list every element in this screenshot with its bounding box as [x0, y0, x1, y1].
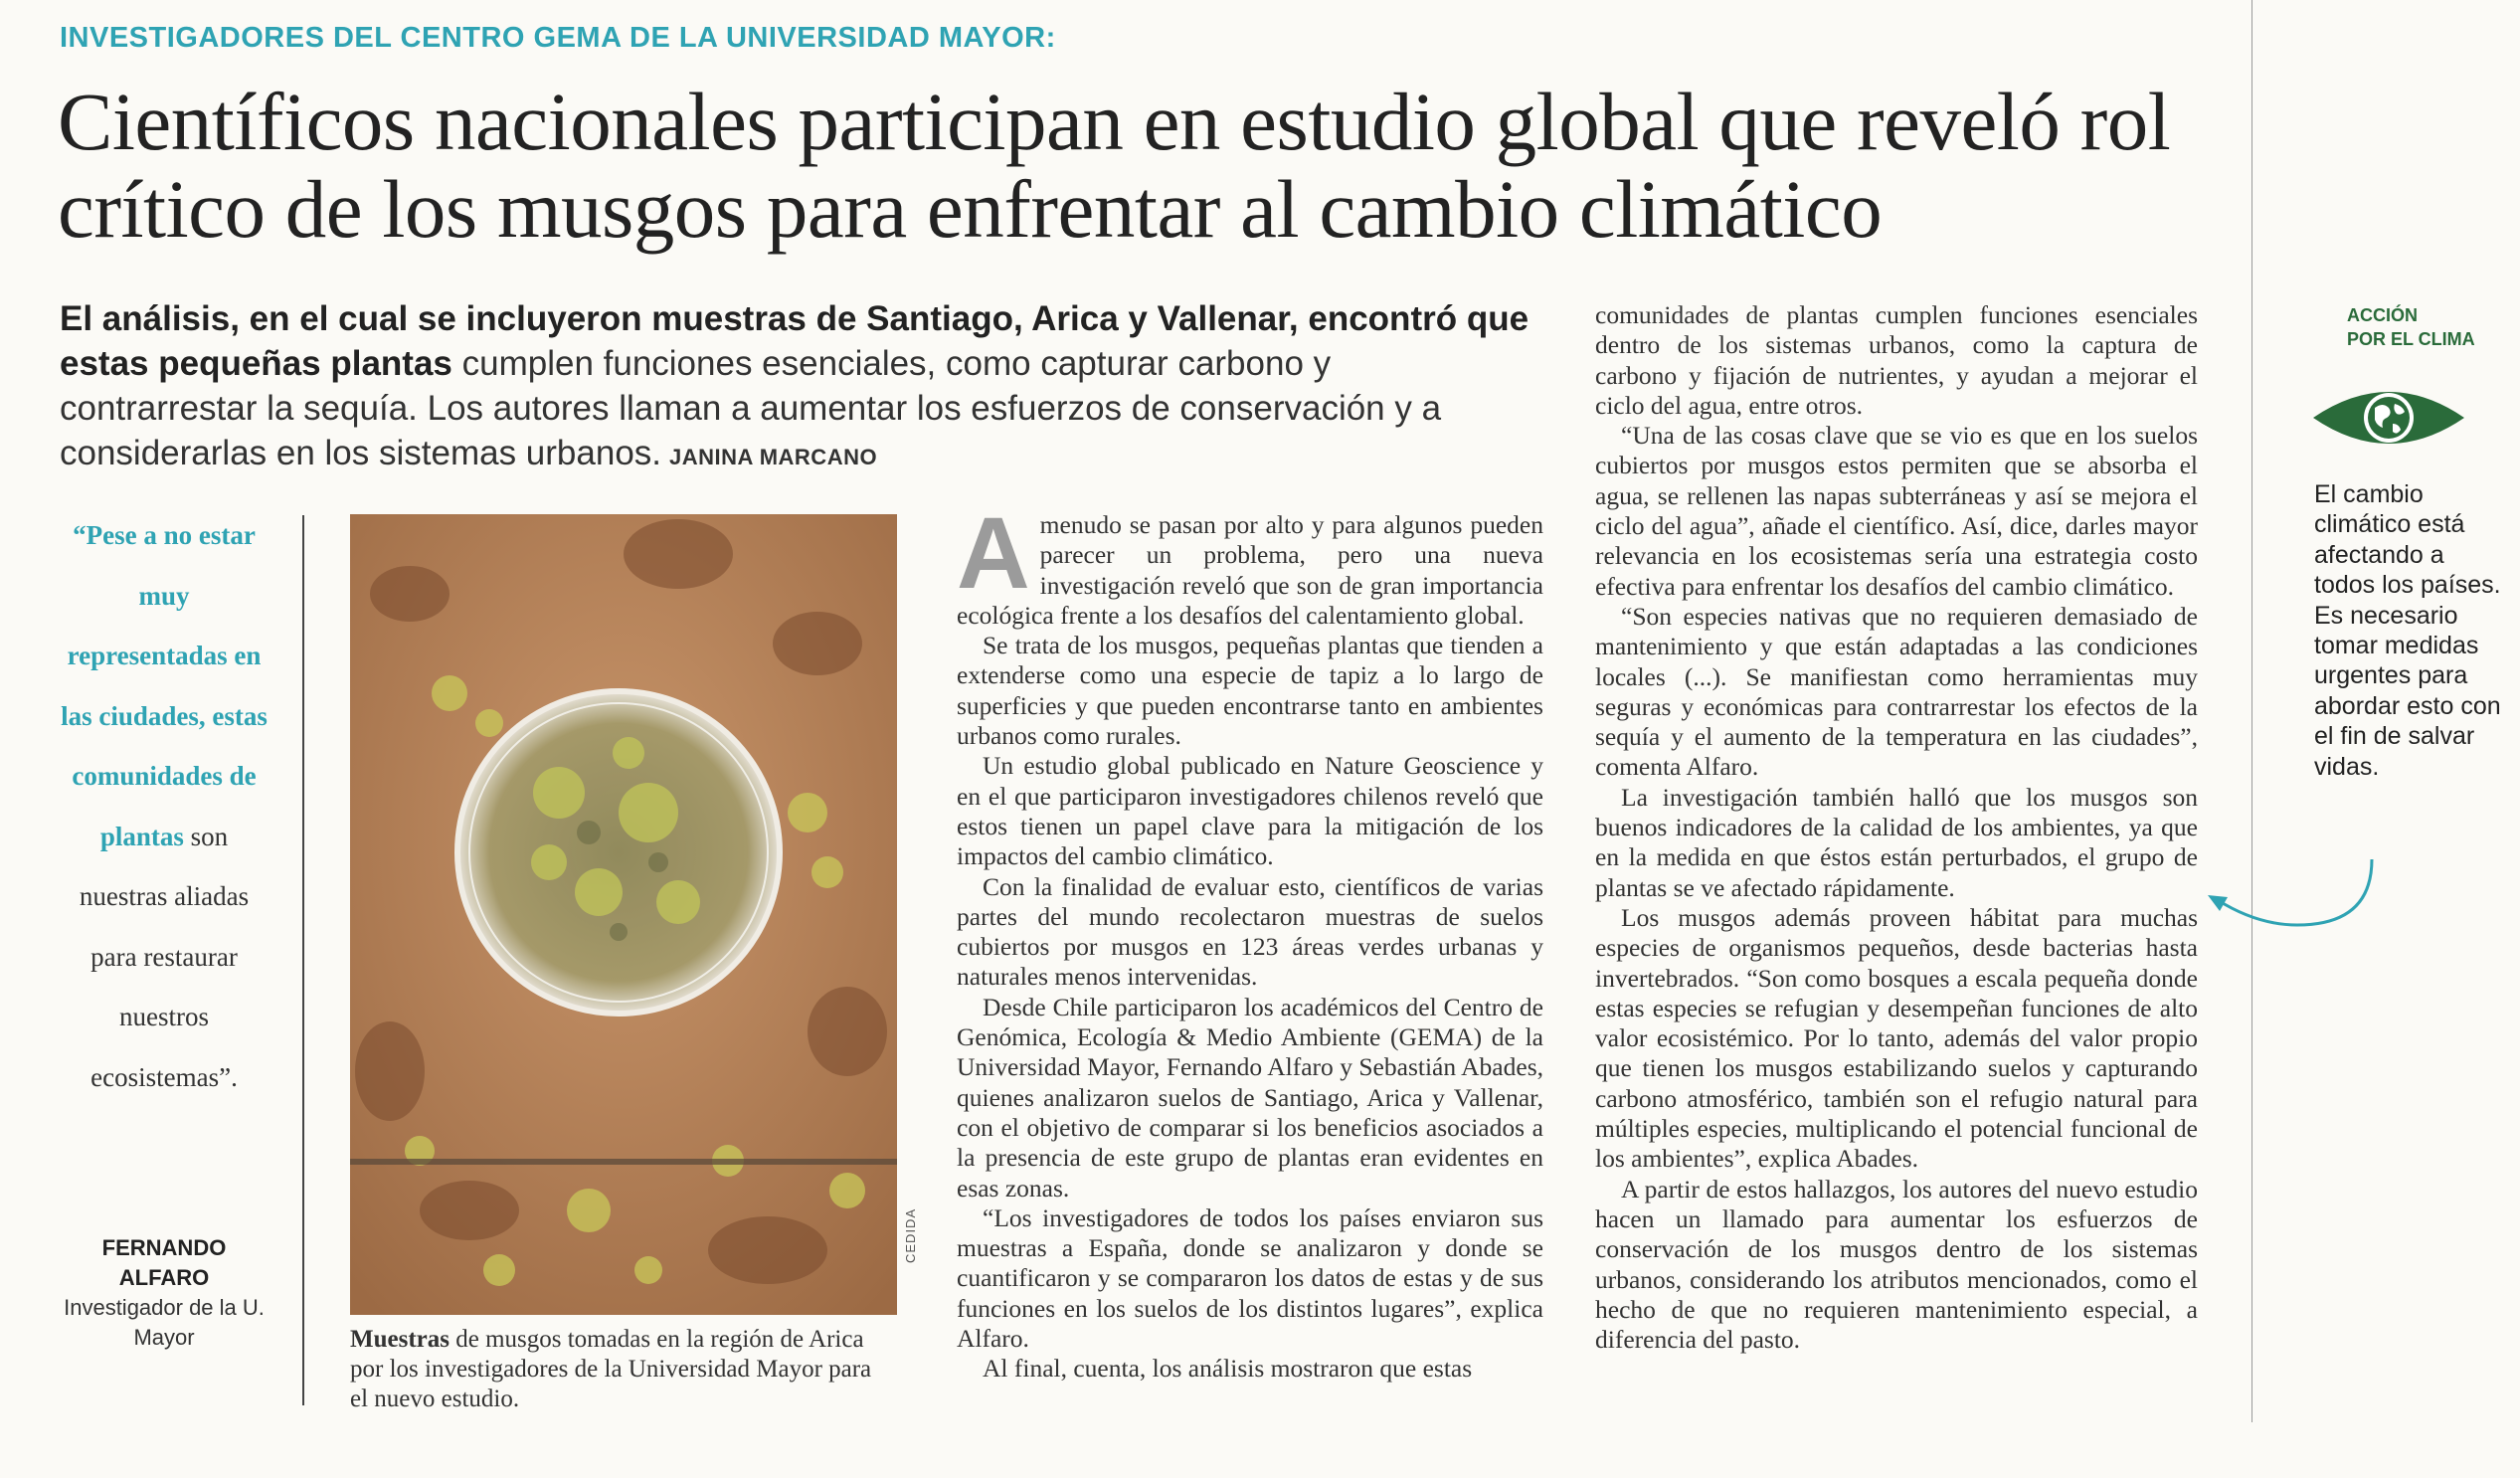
- paragraph: A partir de estos hallazgos, los autores del nuevo estudio hacen un llamado para aumentar los esfuerzos de conservación de los musgos dentro de los sistemas urbanos, considerando los atributos mencionados, como el hecho de que no requieren mantenimiento especial, a diferencia del pasto.: [1595, 1174, 2198, 1355]
- deck-bold: El análisis, en el cual se incluyeron muestras de Santiago, Arica y Vallenar, encontró que estas pequeñas plantas: [60, 299, 1530, 383]
- paragraph: comunidades de plantas cumplen funciones esenciales dentro de los sistemas urbanos, como la captura de carbono y fijación de nutrientes, y ayudan a mejorar el ciclo del agua, entre otros.: [1595, 300, 2198, 420]
- quote-author-role: Investigador de la U. Mayor: [64, 1295, 265, 1350]
- paragraph: La investigación también halló que los musgos son buenos indicadores de la calidad de los ambientes, ya que en la medida en que éstos están perturbados, el grupo de plantas se ve afectado rápidamente.: [1595, 782, 2198, 902]
- photo-credit: CEDIDA: [903, 1207, 918, 1263]
- paragraph: “Son especies nativas que no requieren demasiado de mantenimiento y que están adaptadas a las condiciones locales (...). Se manifiestan como herramientas muy seguras y económicas para contrarrestar los efectos de la sequía y el aumento de la temperatura en las ciudades”, comenta Alfaro.: [1595, 601, 2198, 782]
- deck-regular: cumplen funciones esenciales, como capturar carbono y contrarrestar la sequía. Los autores llaman a aumentar los esfuerzos de conservación y a considerarlas en los sistemas urbanos.: [60, 344, 1442, 472]
- article-column-1: [957, 496, 1543, 1385]
- photo-caption: [350, 1325, 895, 1414]
- paragraph: Los musgos además proveen hábitat para muchas especies de organismos pequeños, desde bacterias hasta invertebrados. “Son como bosques a escala pequeña donde estas especies se refugian y desempeñan funciones de alto valor ecosistémico. Por lo tanto, además del valor propio que tienen los musgos estabilizando suelos y capturando carbono atmosférico, también son el refugio natural para múltiples especies, multiplicando el potencial funcional de los ambientes”, explica Abades.: [1595, 902, 2198, 1174]
- eye-globe-icon: [2309, 378, 2468, 462]
- climate-action-label: [2347, 303, 2475, 351]
- caption-bold: Muestras: [350, 1326, 450, 1353]
- kicker: INVESTIGADORES DEL CENTRO GEMA DE LA UNIVERSIDAD MAYOR:: [60, 22, 1056, 54]
- paragraph: Al final, cuenta, los análisis mostraron que estas: [983, 1354, 1473, 1384]
- sidebar-note: El cambio climático está afectando a todos los países. Es necesario tomar medidas urgentes para abordar esto con el fin de salvar vidas.: [2314, 480, 2501, 781]
- headline: Científicos nacionales participan en estudio global que reveló rol crítico de los musgos para enfrentar al cambio climático: [58, 76, 2171, 255]
- moss-sample-photo: [350, 514, 897, 1315]
- pull-quote-rest: son nuestras aliadas para restaurar nuestros ecosistemas”.: [79, 821, 250, 1092]
- drop-cap: A: [957, 496, 1030, 610]
- curved-arrow-icon: [2198, 855, 2382, 940]
- paragraph: Un estudio global publicado en Nature Geoscience y en el que participaron investigadores chilenos reveló que estos tienen un papel clave para la mitigación de los impactos del cambio climático.: [957, 751, 1543, 871]
- climate-action-line2: POR EL CLIMA: [2347, 329, 2475, 349]
- paragraph: Se trata de los musgos, pequeñas plantas que tienden a extenderse como una especie de tapiz a lo largo de superficies y que pueden encontrarse tanto en ambientes urbanos como rurales.: [957, 631, 1543, 751]
- paragraph: Amenudo se pasan por alto y para algunos pueden parecer un problema, pero una nueva investigación reveló que son de gran importancia ecológica frente a los desafíos del calentamiento global.: [957, 496, 1543, 630]
- sidebar-divider: [2251, 0, 2252, 1422]
- pull-quote: [60, 505, 269, 1107]
- moss-photo-illustration: [350, 514, 897, 1315]
- paragraph: “Una de las cosas clave que se vio es que en los suelos cubiertos por musgos estos permiten que se absorba el agua, se rellenen las napas subterráneas y así se mejora el ciclo del agua”, añade el científico. Así, dice, darles mayor relevancia en los ecosistemas sería una estrategia costo efectiva para enfrentar los desafíos del cambio climático.: [1595, 421, 2198, 601]
- paragraph: Desde Chile participaron los académicos del Centro de Genómica, Ecología & Medio Ambiente (GEMA) de la Universidad Mayor, Fernando Alfaro y Sebastián Abades, quienes analizaron suelos de Santiago, Arica y Vallenar, con el objetivo de comparar si los beneficios asociados a la presencia de este grupo de plantas eran evidentes en esas zonas.: [957, 992, 1543, 1202]
- paragraph: “Los investigadores de todos los países enviaron sus muestras a España, donde se analizaron y donde se cuantificaron y se compararon los datos de estas y de sus funciones en los suelos de los distintos lugares”, explica Alfaro.: [957, 1202, 1543, 1354]
- deck: [60, 296, 1531, 479]
- paragraph: Con la finalidad de evaluar esto, científicos de varias partes del mundo recolectaron muestras de suelos cubiertos por musgos en 123 áreas verdes urbanas y naturales menos intervenidas.: [957, 871, 1543, 992]
- pull-quote-highlight: “Pese a no estar muy representadas en las ciudades, estas comunidades de plantas: [61, 520, 268, 851]
- climate-action-line1: ACCIÓN: [2347, 305, 2418, 325]
- byline: JANINA MARCANO: [669, 445, 878, 469]
- quote-author-name: FERNANDO ALFARO: [101, 1235, 227, 1290]
- article-column-2: [1595, 300, 2198, 1355]
- column-divider: [302, 515, 304, 1405]
- caption-text: de musgos tomadas en la región de Arica por los investigadores de la Universidad Mayor para el nuevo estudio.: [350, 1326, 872, 1412]
